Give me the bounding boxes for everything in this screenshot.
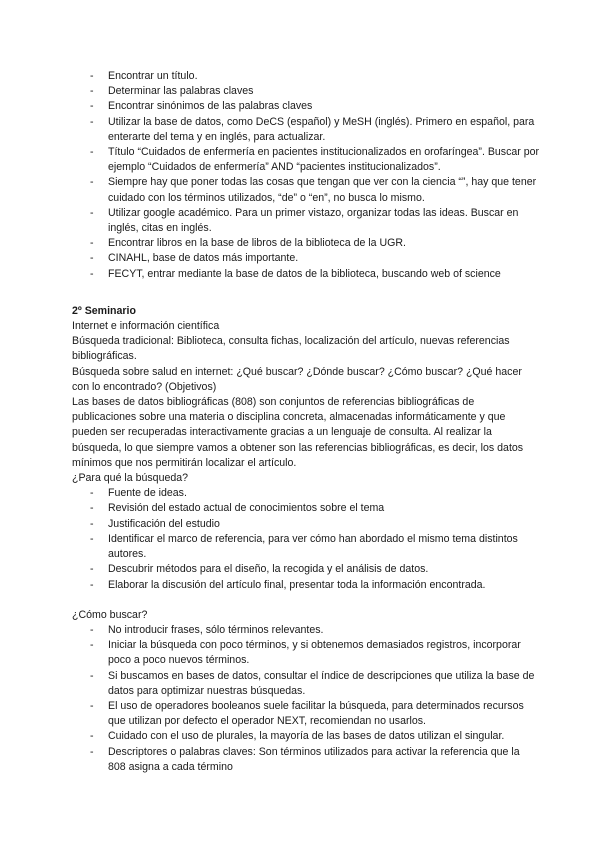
section-subtitle: Internet e información científica — [72, 320, 220, 333]
spacer — [72, 593, 540, 608]
list-item: - Elaborar la discusión del artículo final, presentar toda la información encontrada. — [72, 578, 540, 593]
list-item: - Siempre hay que poner todas las cosas que tengan que ver con la ciencia “”, hay que tener cuidado con los términos utilizados, “de” o “en”, no busca lo mismo. — [72, 175, 540, 205]
list-item: - Utilizar google académico. Para un primer vistazo, organizar todas las ideas. Buscar en inglés, citas en inglés. — [72, 206, 540, 236]
list-item: - Revisión del estado actual de conocimientos sobre el tema — [72, 501, 540, 516]
list-item: - Encontrar libros en la base de libros de la biblioteca de la UGR. — [72, 236, 540, 251]
list-item: - Encontrar sinónimos de las palabras claves — [72, 99, 540, 114]
search-steps-list — [72, 69, 540, 282]
list-item: - Justificación del estudio — [72, 517, 540, 532]
list-item: - Fuente de ideas. — [72, 486, 540, 501]
list-item: - Si buscamos en bases de datos, consultar el índice de descripciones que utiliza la base de datos para optimizar nuestras búsquedas. — [72, 669, 540, 699]
paragraph-health-search: Búsqueda sobre salud en internet: ¿Qué buscar? ¿Dónde buscar? ¿Cómo buscar? ¿Qué hacer con lo encontrado? (Objetivos) — [72, 365, 522, 393]
purpose-list — [72, 486, 540, 592]
spacer — [72, 282, 540, 297]
list-item: - Título “Cuidados de enfermería en pacientes institucionalizados en orofaríngea”. Buscar por ejemplo “Cuidados de enfermería” AND “pacientes institucionalizados”. — [72, 145, 540, 175]
question-how-search: ¿Cómo buscar? — [72, 608, 148, 621]
list-item: - Utilizar la base de datos, como DeCS (español) y MeSH (inglés). Primero en español, para enterarte del tema y en inglés, para actualizar. — [72, 115, 540, 145]
list-item: - No introducir frases, sólo términos relevantes. — [72, 623, 540, 638]
question-why-search: ¿Para qué la búsqueda? — [72, 472, 189, 485]
list-item: - FECYT, entrar mediante la base de datos de la biblioteca, buscando web of science — [72, 267, 540, 282]
list-item: - Identificar el marco de referencia, para ver cómo han abordado el mismo tema distintos autores. — [72, 532, 540, 562]
list-item: - Iniciar la búsqueda con poco términos, y si obtenemos demasiados registros, incorporar poco a poco nuevos términos. — [72, 638, 540, 668]
paragraph-databases: Las bases de datos bibliográficas (808) son conjuntos de referencias bibliográficas de publicaciones sobre una materia o disciplina concreta, almacenadas informáticamente y que pueden ser recuperadas interactivamente gracias a un lenguaje de consulta. Al realizar la búsqueda, lo que siempre vamos a obtener son las referencias bibliográficas, es decir, los datos mínimos que nos permitirán localizar el artículo. — [72, 396, 524, 469]
list-item: - CINAHL, base de datos más importante. — [72, 251, 540, 266]
paragraph-traditional-search: Búsqueda tradicional: Biblioteca, consulta fichas, localización del artículo, nuevas referencias bibliográficas. — [72, 335, 510, 363]
list-item: - Encontrar un título. — [72, 69, 540, 84]
list-item: - Descriptores o palabras claves: Son términos utilizados para activar la referencia que la 808 asigna a cada término — [72, 745, 540, 775]
how-to-list — [72, 623, 540, 775]
list-item: - Determinar las palabras claves — [72, 84, 540, 99]
list-item: - Cuidado con el uso de plurales, la mayoría de las bases de datos utilizan el singular. — [72, 729, 540, 744]
list-item: - El uso de operadores booleanos suele facilitar la búsqueda, para determinados recursos que utilizan por defecto el operador NEXT, recomiendan no usarlos. — [72, 699, 540, 729]
section-heading: 2º Seminario — [72, 304, 136, 317]
list-item: - Descubrir métodos para el diseño, la recogida y el análisis de datos. — [72, 562, 540, 577]
